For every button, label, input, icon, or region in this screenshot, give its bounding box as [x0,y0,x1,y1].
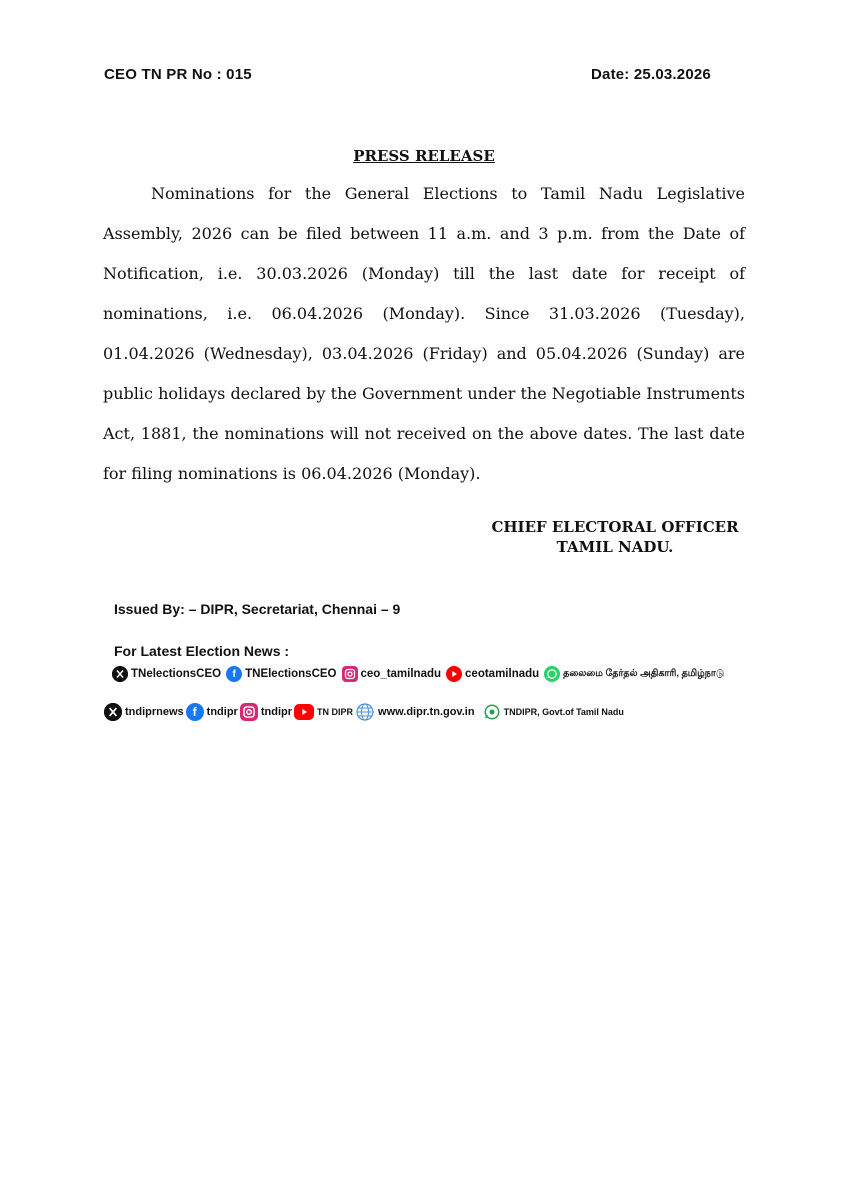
social-link-instagram-dipr[interactable] [240,703,292,721]
social-links-dipr [104,702,626,722]
social-label: தலைமை தேர்தல் அதிகாரி, தமிழ்நாடு [563,668,725,679]
social-label: tndipr [206,706,238,718]
social-link-whatsapp-ceo[interactable] [544,666,724,682]
social-links-ceo [112,666,729,682]
social-link-website-dipr[interactable] [355,702,475,722]
signature-line-1: CHIEF ELECTORAL OFFICER [491,518,739,536]
social-link-whatsapp-dipr[interactable] [483,703,624,721]
social-link-x-dipr[interactable] [104,703,184,721]
social-link-instagram-ceo[interactable] [342,666,442,682]
globe-icon [355,702,375,722]
latest-news-heading: For Latest Election News : [114,643,290,659]
social-link-x-ceo[interactable] [112,666,221,682]
instagram-icon [342,666,358,682]
instagram-icon [240,703,258,721]
social-label: TNElectionsCEO [245,668,337,680]
social-link-facebook-ceo[interactable] [226,666,336,682]
press-release-body: Nominations for the General Elections to Tamil Nadu Legislative Assembly, 2026 can be filed between 11 a.m. and 3 p.m. from the Date of Notification, i.e. 30.03.2026 (Monday) till the last date for receipt of nominations, i.e. 06.04.2026 (Monday). Since 31.03.2026 (Tuesday), 01.04.2026 (Wednesday), 03.04.2026 (Friday) and 05.04.2026 (Sunday) are public holidays declared by the Government under the Negotiable Instruments Act, 1881, the nominations will not received on the above dates. The last date for filing nominations is 06.04.2026 (Monday). [103,184,745,483]
youtube-icon [446,666,462,682]
signature-line-2: TAMIL NADU. [556,538,674,556]
social-link-facebook-dipr[interactable] [186,703,238,721]
social-label: www.dipr.tn.gov.in [378,706,475,718]
youtube-icon [294,704,314,720]
facebook-icon: f [226,666,242,682]
social-label: TNDIPR, Govt.of Tamil Nadu [503,707,624,717]
social-label: TNelectionsCEO [131,668,222,680]
issued-by: Issued By: – DIPR, Secretariat, Chennai – 9 [114,601,401,617]
whatsapp-icon [483,703,501,721]
whatsapp-icon [544,666,560,682]
social-link-youtube-ceo[interactable] [446,666,539,682]
reference-number: CEO TN PR No : 015 [104,66,252,83]
social-label: TN DIPR [317,707,354,717]
x-icon [112,666,128,682]
signature-block [440,517,790,557]
social-label: ceo_tamilnadu [360,668,442,680]
x-icon [104,703,122,721]
facebook-icon: f [186,703,204,721]
release-date: Date: 25.03.2026 [591,66,711,83]
social-label: tndiprnews [125,706,184,718]
social-label: tndipr [260,706,293,718]
press-release-title: PRESS RELEASE [353,147,495,165]
social-link-youtube-dipr[interactable] [294,704,353,720]
social-label: ceotamilnadu [465,668,540,680]
